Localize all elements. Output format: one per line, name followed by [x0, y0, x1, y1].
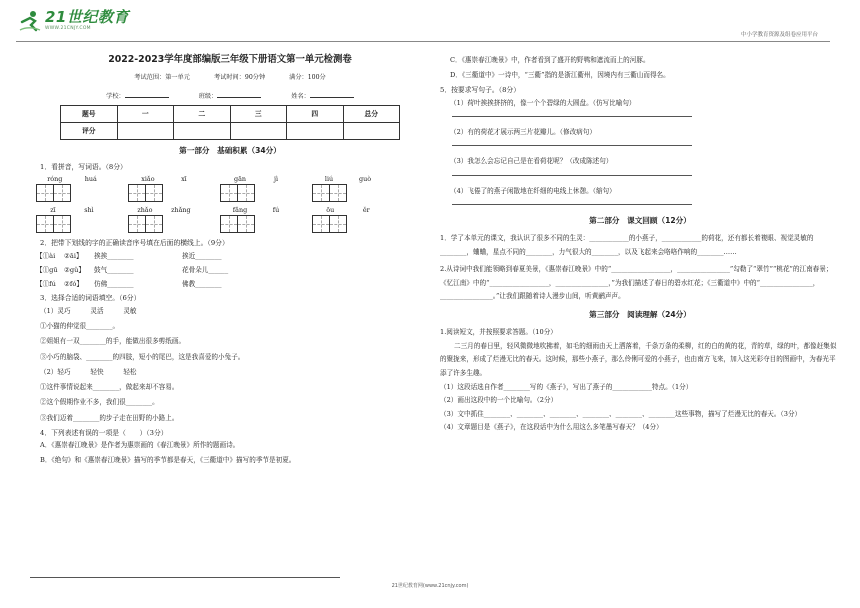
rewrite-item: （1）荷叶挨挨挤挤的，像一个个碧绿的大圆盘。（仿写比喻句）: [450, 98, 636, 107]
score-cell[interactable]: [174, 123, 231, 140]
school-field[interactable]: 学校：: [106, 91, 169, 101]
logo-sub: WWW.21CNJY.COM: [45, 26, 91, 32]
score-table: [60, 105, 400, 140]
tianzige-box[interactable]: [220, 184, 238, 202]
tianzige-box[interactable]: [312, 184, 330, 202]
tianzige-box[interactable]: [128, 215, 146, 233]
exam-title: 2022-2023学年度部编版三年级下册语文第一单元检测卷: [108, 54, 352, 65]
reading-question-1: 1.阅读短文，并按照要求答题。（10分）: [440, 328, 557, 337]
part1-heading: 第一部分 基础积累（34分）: [179, 146, 281, 156]
name-field[interactable]: 姓名：: [291, 91, 354, 101]
part3-heading: 第三部分 阅读理解（24分）: [589, 309, 691, 319]
tianzige-box[interactable]: [145, 184, 163, 202]
reading-item: （2）画出这段中的一个比喻句。（2分）: [440, 396, 558, 405]
tianzige-box[interactable]: [237, 184, 255, 202]
review-question-1: 1．学了本单元的课文，我认识了很多不同的生灵：____________的小燕子，____________的荷花，还有都长着複眼、视觉灵敏的________，蛐蛐，星点不同的________，力气很大的________，以及飞起来会咯咯作响的________……: [440, 234, 814, 256]
pronunciation-row: 【①fú ②fó】 仿佛________ 佛教________: [36, 280, 222, 289]
logo-text: 21世纪教育: [45, 8, 129, 27]
tianzige-box[interactable]: [329, 184, 347, 202]
tianzige-box[interactable]: [36, 215, 54, 233]
answer-line[interactable]: [452, 145, 692, 146]
tianzige-box[interactable]: [53, 215, 71, 233]
question-3: 3．选择合适的词语填空。（6分）: [40, 294, 141, 303]
tianzige-box[interactable]: [128, 184, 146, 202]
table-cell: 三: [230, 106, 287, 123]
bottom-divider: [30, 577, 340, 578]
pinyin-group: xiǎo xī: [128, 175, 200, 202]
pronunciation-row: 【①gū ②gǔ】 鼓气________ 花骨朵儿______: [36, 265, 229, 274]
option-d: D．《三衢道中》一诗中，“三衢”指的是浙江衢州，因境内有三衢山而得名。: [450, 71, 670, 80]
exam-full-score: 满分：100分: [289, 73, 326, 81]
tianzige-box[interactable]: [312, 215, 330, 233]
class-field[interactable]: 班级：: [199, 91, 262, 101]
question-2: 2．把带下划线的字的正确读音序号填在后面的横线上。（9分）: [40, 239, 229, 248]
table-cell: 二: [174, 106, 231, 123]
fill-item: ③小巧的脑袋、________的四肢，短小的尾巴，这是我喜爱的小兔子。: [40, 352, 245, 361]
exam-scope: 考试范围：第一单元: [134, 73, 190, 81]
rewrite-item: （4）飞倦了的燕子闲散地在纤细的电线上休憩。（缩句）: [450, 186, 616, 195]
table-cell: 总分: [343, 106, 400, 123]
exam-time: 考试时间：90分钟: [213, 73, 266, 81]
question-4: 4．下列表述有误的一项是（ ）（3分）: [40, 428, 168, 437]
score-cell[interactable]: [343, 123, 400, 140]
pinyin-group: gān jì: [220, 175, 292, 202]
right-column: [440, 56, 840, 435]
pinyin-group: zhǎo zhǎng: [128, 206, 200, 233]
option-a: A．《惠崇春江晚景》是作者为惠崇画的《春江晚景》所作的题画诗。: [40, 441, 240, 450]
table-cell: 一: [117, 106, 174, 123]
exam-meta: [30, 74, 430, 82]
table-cell: 题号: [61, 106, 118, 123]
review-question-2: 2.从诗词中我们能领略到春夏美景，《惠崇春江晚景》中的“__________________，________________”勾勒了“翠竹”“桃花”的江南春景；《忆江南》中的“__________________，________________，”为我们描述了春日的碧水红花；《三衢道中》中的“________________，________________。”让我们跟随着诗人漫步山间，听黄鹂声声。: [440, 265, 833, 301]
tianzige-box[interactable]: [53, 184, 71, 202]
tianzige-box[interactable]: [329, 215, 347, 233]
fill-item: ①小猫的伸觉很________。: [40, 322, 120, 331]
runner-logo-icon: [18, 10, 42, 32]
header-divider: [16, 41, 830, 42]
question-1: 1．看拼音，写词语。（8分）: [40, 162, 127, 171]
pinyin-group: zī shì: [36, 206, 108, 233]
word-choices: （1）灵巧 灵活 灵敏: [40, 306, 137, 315]
part2-heading: 第二部分 课文回顾（12分）: [589, 215, 691, 225]
fill-item: ②这个假期作业不多，我们很________。: [40, 398, 159, 407]
left-column: [30, 50, 430, 472]
question-5: 5．按要求写句子。（8分）: [440, 86, 521, 95]
score-cell[interactable]: [117, 123, 174, 140]
rewrite-item: （3）我怎么会忘记自己是在看荷花呢？（改成陈述句）: [450, 157, 613, 166]
pronunciation-row: 【①ài ②āi】 挨挨________ 挨近________: [36, 251, 222, 260]
table-cell: 四: [287, 106, 344, 123]
page-footer: 21世纪教育网(www.21cnjy.com): [391, 583, 469, 589]
pinyin-group: liú guò: [312, 175, 384, 202]
score-table-header: [61, 106, 400, 123]
pinyin-group: róng huá: [36, 175, 108, 202]
reading-item: （4）文章题目是《燕子》，在这段话中为什么用这么多笔墨写春天？（4分）: [440, 423, 663, 432]
option-c: C．《惠崇春江晚景》中，作者看到了盛开的野鸭和遮流而上的河豚。: [450, 56, 650, 64]
site-logo: [18, 10, 129, 32]
tianzige-box[interactable]: [220, 215, 238, 233]
reading-item: （3）文中抓住________、________、________、________、________、________这些事物，描写了烂漫无比的春天。（3分）: [440, 409, 802, 418]
reading-item: （1）这段话选自作者________写的《燕子》，写出了燕子的____________特点。（1分）: [440, 382, 693, 391]
table-cell: 评分: [61, 123, 118, 140]
reading-passage: 二三月的春日里，轻风微微地吹拂着，如毛的细雨由天上洒落着，千条万条的柔柳，红的白的黄的花，青的草，绿的叶，都像赶集似的聚拢来，形成了烂漫无比的春天。这时候，那些小燕子，那么伶俐可爱的小燕子，也由南方飞来，加入这光彩夺目的图画中，为春光平添了许多生趣。: [440, 341, 837, 377]
pinyin-row-2: [36, 206, 430, 233]
option-b: B．《绝句》和《惠崇春江晚景》描写的季节都是春天，《三衢道中》描写的季节是初夏。: [40, 456, 296, 465]
pinyin-group: fǎng fú: [220, 206, 292, 233]
pinyin-group: ōu ěr: [312, 206, 384, 233]
fill-item: ②姐姐有一双________的手，能做出很多剪纸画。: [40, 337, 186, 346]
answer-line[interactable]: [452, 204, 692, 205]
platform-name: 中小学教育资源及组卷应用平台: [740, 32, 818, 38]
student-info: [30, 91, 430, 101]
answer-line[interactable]: [452, 116, 692, 117]
fill-item: ③我们迈着________的步子走在田野的小路上。: [40, 413, 179, 422]
fill-item: ①这件事情说起来________，做起来却不容易。: [40, 383, 179, 392]
tianzige-box[interactable]: [237, 215, 255, 233]
answer-line[interactable]: [452, 175, 692, 176]
tianzige-box[interactable]: [145, 215, 163, 233]
score-cell[interactable]: [287, 123, 344, 140]
word-choices: （2）轻巧 轻快 轻松: [40, 367, 137, 376]
rewrite-item: （2）有的荷花才展示两三片花瓣儿。（修改病句）: [450, 128, 596, 137]
score-cell[interactable]: [230, 123, 287, 140]
pinyin-row-1: [36, 175, 430, 202]
score-table-row: [61, 123, 400, 140]
tianzige-box[interactable]: [36, 184, 54, 202]
